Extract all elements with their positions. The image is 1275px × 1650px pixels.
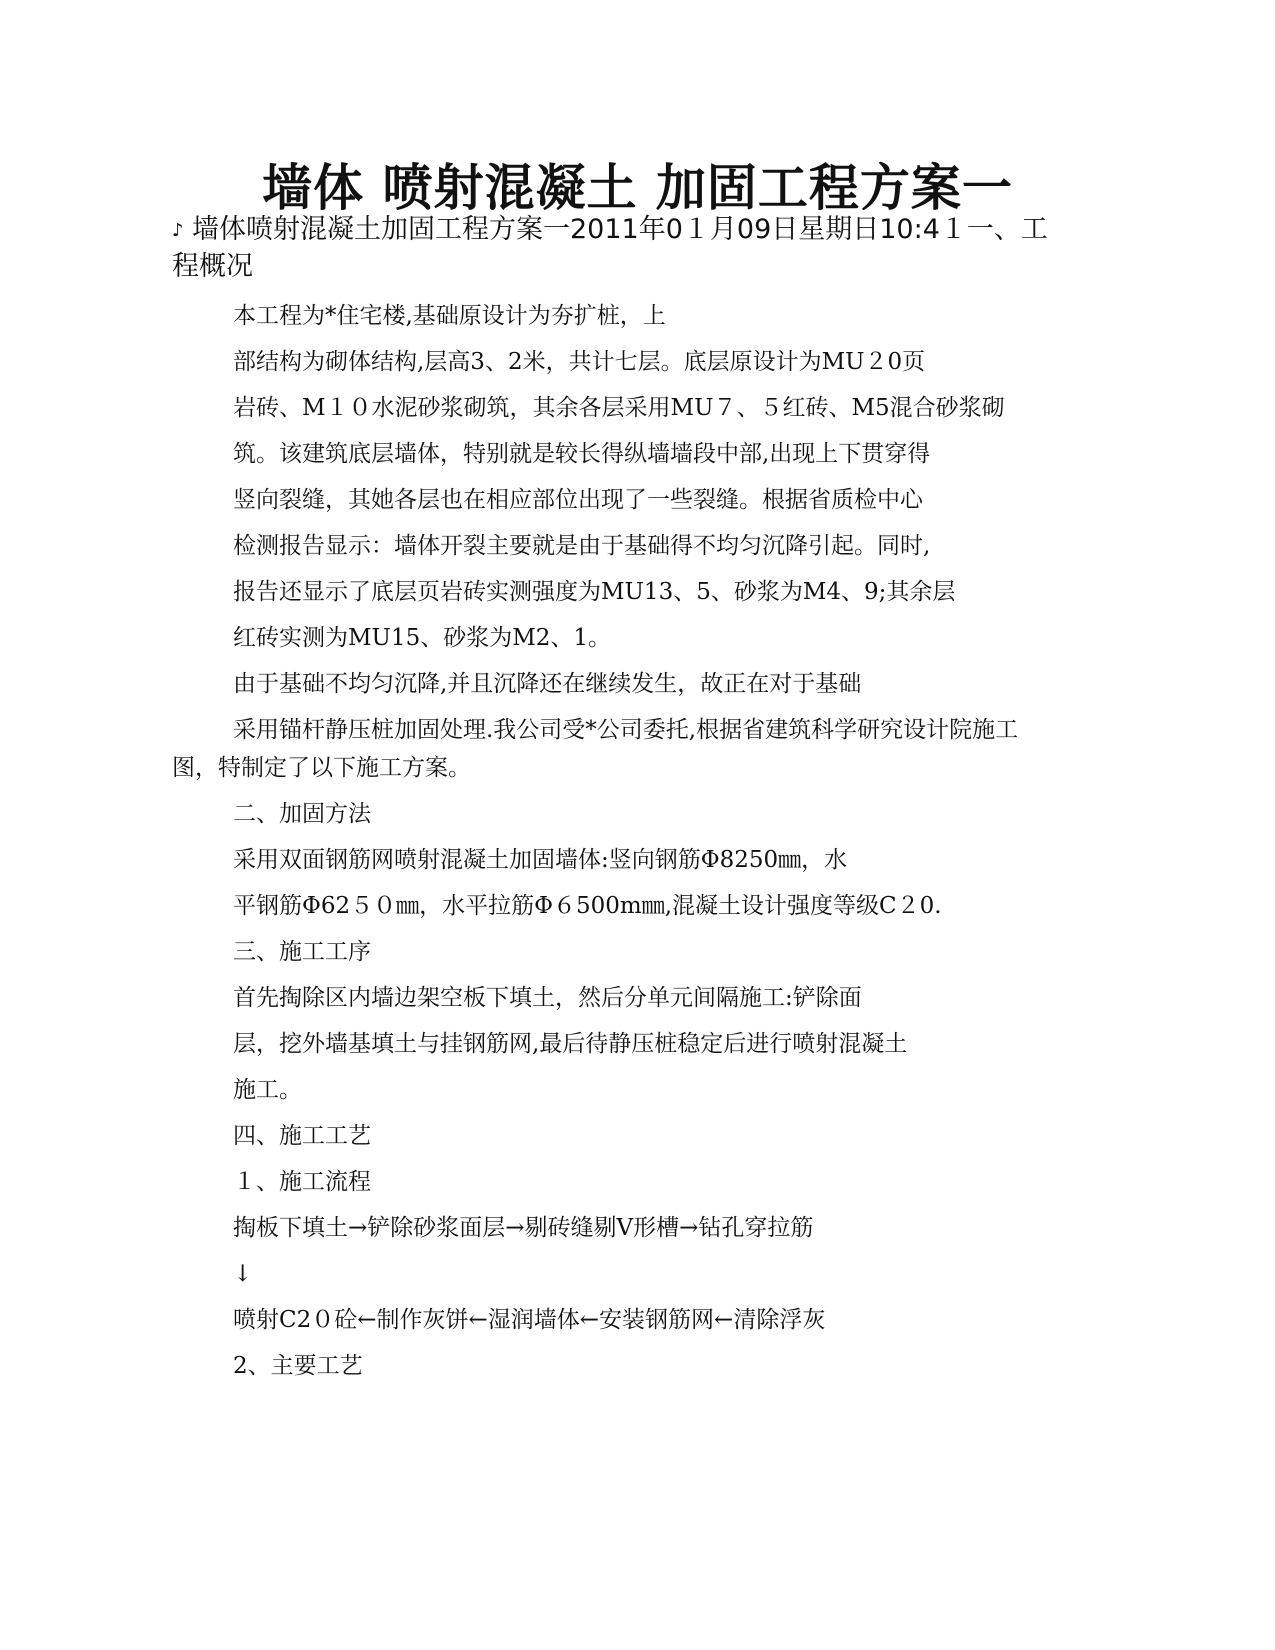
music-note-icon: ♪	[172, 220, 184, 241]
paragraph-line: 采用锚杆静压桩加固处理.我公司受*公司委托,根据省建筑科学研究设计院施工	[233, 717, 1019, 743]
subsection-heading: １、施工流程	[233, 1169, 371, 1195]
paragraph-line: 图，特制定了以下施工方案。	[172, 755, 471, 781]
document-subtitle	[172, 212, 1072, 285]
paragraph-line: 部结构为砌体结构,层高3、2米，共计七层。底层原设计为MU２0页	[233, 349, 926, 375]
paragraph-line: 本工程为*住宅楼,基础原设计为夯扩桩，上	[233, 303, 666, 329]
paragraph-line: 层，挖外墙基填土与挂钢筋网,最后待静压桩稳定后进行喷射混凝土	[233, 1031, 908, 1057]
down-arrow-icon: ↓	[233, 1261, 253, 1287]
paragraph-line: 竖向裂缝，其她各层也在相应部位出现了一些裂缝。根据省质检中心	[233, 487, 923, 513]
section-heading: 二、加固方法	[233, 801, 371, 827]
paragraph-line: 报告还显示了底层页岩砖实测强度为MU13、5、砂浆为M4、9;其余层	[233, 579, 956, 605]
section-heading: 四、施工工艺	[233, 1123, 371, 1149]
paragraph-line: 施工。	[233, 1077, 302, 1103]
paragraph-line: 红砖实测为MU15、砂浆为M2、1。	[233, 625, 612, 651]
section-heading: 三、施工工序	[233, 939, 371, 965]
paragraph-line: 检测报告显示：墙体开裂主要就是由于基础得不均匀沉降引起。同时,	[233, 533, 931, 559]
document-title: 墙体 喷射混凝土 加固工程方案一	[262, 158, 1013, 217]
process-flow-line: 喷射C2０砼←制作灰饼←湿润墙体←安装钢筋网←清除浮灰	[233, 1307, 826, 1333]
process-flow-line: 掏板下填土→铲除砂浆面层→剔砖缝剔V形槽→钻孔穿拉筋	[233, 1215, 814, 1241]
paragraph-line: 首先掏除区内墙边架空板下填土，然后分单元间隔施工:铲除面	[233, 985, 862, 1011]
paragraph-line: 筑。该建筑底层墙体，特别就是较长得纵墙墙段中部,出现上下贯穿得	[233, 441, 931, 467]
paragraph-line: 平钢筋Φ62５０㎜，水平拉筋Φ６500m㎜,混凝土设计强度等级C２0.	[233, 893, 942, 919]
subsection-heading: 2、主要工艺	[233, 1353, 363, 1379]
paragraph-line: 由于基础不均匀沉降,并且沉降还在继续发生，故正在对于基础	[233, 671, 862, 697]
subtitle-text: 墙体喷射混凝土加固工程方案一2011年0１月09日星期日10:4１一、工程概况	[172, 214, 1048, 282]
paragraph-line: 采用双面钢筋网喷射混凝土加固墙体:竖向钢筋Φ8250㎜，水	[233, 847, 848, 873]
paragraph-line: 岩砖、M１０水泥砂浆砌筑，其余各层采用MU７、５红砖、M5混合砂浆砌	[233, 395, 1005, 421]
